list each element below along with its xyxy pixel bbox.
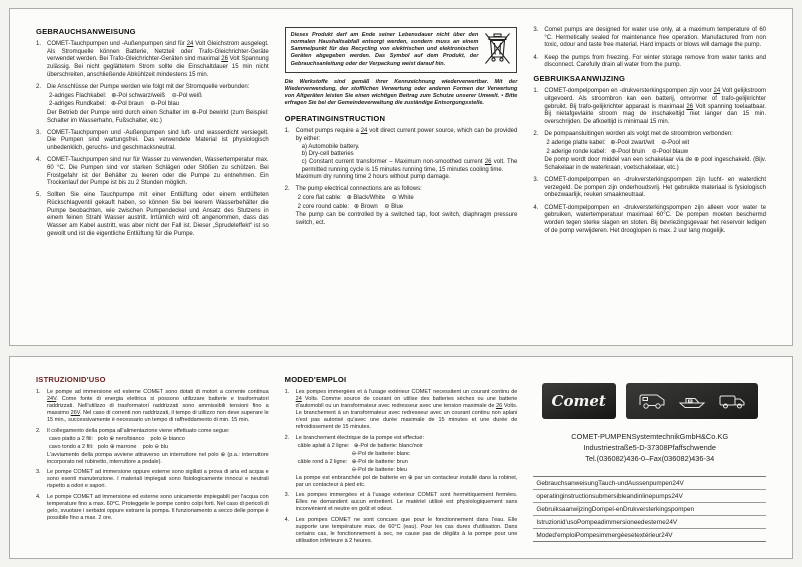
recycling-note: Die Werkstoffe sind gemäß ihrer Kennzeichnung wiederverwertbar. Mit der Wiederverwendung, der stofflichen Verwertung oder anderen Formen der Verwertung von Altgeräten leisten Sie einen wichtigen Beitrag zum Schutze unserer Umwelt. • Bitte erfragen Sie bei der Gemeindeverwaltung die zuständige Entsorgungsstelle.: [284, 78, 518, 107]
product-title-german: GebrauchsanweisungTauch-undAussenpumpen24V: [533, 477, 766, 490]
section-title-german: GEBRAUCHSANWEISUNG: [36, 27, 136, 36]
item-number: 1.: [284, 128, 290, 135]
cable-line: 2 aderige platte kabel: ⊕-Pool zwart/wit ⊖-Pool wit: [546, 139, 690, 146]
instruction-item: [533, 177, 766, 200]
instruction-item: [36, 41, 269, 79]
item-outro: Der Betrieb der Pumpe wird durch einen Schalter im ⊕-Pol bewirkt (zum Beispiel: Schalter im Wasserhahn, Fußschalter, etc.): [47, 109, 269, 124]
item-number: 2.: [36, 83, 42, 90]
weee-crossed-bin-icon: [484, 32, 511, 65]
instruction-item: [285, 186, 518, 227]
cable-line: ⊖-Pol de batterie: bleu: [351, 466, 408, 473]
comet-logo: [542, 383, 616, 419]
item-intro: Comet pumps require a 24 volt direct current power source, which can be provided by either:: [295, 128, 518, 142]
company-address: Industriestraße5-D-37308Pfaffschwende: [583, 443, 716, 452]
instruction-item: [533, 205, 766, 236]
item-text: Comet pumps are designed for water use only, at a maximum temperature of 60 °C. Hermetically sealed for maintenance free operation. Manufactured from non toxic, odour and taste free material. Hard impacts or blows will damage the pump.: [544, 27, 767, 49]
instruction-item: [533, 131, 766, 172]
item-number: 1.: [36, 389, 41, 395]
item-text: Les pompes immergées et à l'usage exterieur COMET sont hermétiquement fermées. Elles ne demandent aucun entretient. Le matériel utilisé est physiologiquement sans inconvénient et neutre en goût et odeur.: [295, 492, 518, 513]
item-number: 5.: [36, 192, 42, 199]
camper-icon: [638, 392, 666, 410]
item-text: Le pompe ad immersione ed esterne COMET sono dotati di motori a corrente continua 24V. Come fonte di energia elettrica si possono utilizzare batterie e trasformatori raddrizzati. Nell'utilizzo di trasformatori raddrizzati sono ammissibili tensioni fino a massimo 26V. Nel caso di correnti non raddrizzati, il tempo di utilizzo non deve superare le 15 min., successivamente è necessario un tempo di raffreddamento di min. 15 min.: [47, 389, 269, 424]
instruction-item: [285, 517, 518, 545]
item-number: 3.: [284, 492, 290, 499]
item-text: Le pompe COMET ad immersione ed esterne sono unicamente impiegabili per l'acqua con temperature fino a max. 60°C. Proteggete le pompe contro colpi forti. Nel caso di pericoli di gelo, svuotare i serbatoi oppure estrarre la pompa. Il funzionamento a secco delle pompe è possibile fino a max. 2 ore.: [47, 493, 269, 521]
item-number: 4.: [36, 157, 42, 164]
instruction-item: [36, 192, 269, 238]
cable-line: cavo piatto a 2 fili: polo ⊕ nero/bianco polo ⊖ bianco: [49, 435, 185, 442]
instruction-item: [36, 494, 269, 522]
product-pictograms: [626, 383, 758, 419]
item-intro: Le branchement électrique de la pompe est effectué:: [295, 434, 424, 441]
cable-line: ⊖-Pol de batterie: blanc: [351, 450, 410, 457]
instruction-item: [36, 389, 269, 424]
bottom-sheet: [9, 356, 793, 559]
instruction-item: [36, 469, 269, 490]
cable-line: 2 core flat cable: ⊕ Black/White ⊖ White: [297, 195, 414, 202]
list-item-b: b) Dry-cell batteries: [301, 151, 354, 158]
top-columns: [10, 9, 792, 345]
section-italian: [36, 375, 269, 550]
list-item-c: c) Constant current transformer – Maximum non-smoothed current 26 volt. The permitted running cycle is 15 minutes running time, 15 minutes cooling time.: [301, 158, 518, 173]
item-text: COMET-dompelpompen en -drukversterkingspompen zijn alleen voor water te gebruiken, watertemperatuur maximaal 60°C. De pompen moeten beschermd worden tegen sterke slagen en stoten. Bij bevriezingsgevaar het reservoir ledigen of de pomp verwijderen. Het drooglopen is max. 2 uur lang mogelijk.: [544, 204, 767, 234]
boat-icon: [678, 392, 706, 410]
instruction-item: [533, 27, 766, 50]
item-number: 3.: [533, 27, 539, 33]
product-title-dutch: GebruiksaanwijzingDompel-enDrukversterkingspompen: [533, 503, 766, 516]
item-outro: The pump can be controlled by a switched tap, foot switch, diaphragm pressure switch, ect.: [295, 212, 518, 227]
item-note: Maximum dry running time 2 hours without pump damage.: [295, 174, 451, 181]
section-title-french: MODED'EMPLOI: [284, 375, 347, 384]
item-number: 4.: [284, 517, 290, 523]
item-number: 4.: [533, 54, 539, 61]
instruction-item: [285, 389, 518, 431]
product-title-english: operatinginstructionsubmersibleandinlinepumps24V: [533, 490, 766, 503]
section-french: [285, 375, 518, 550]
item-number: 4.: [533, 204, 539, 211]
item-text: Les pompes COMET ne sont concues que pour le fonctionnement dans l'eau. Elle supporte une température max. de 60°C (eau). Pour les cas dures d'utilisation. Dans certains cas, le fonctionnement à sec, ne cause pas de dégâts à la pompe pour une utilisation inférieure à 2 heures.: [295, 517, 518, 545]
cable-line: câble rond à 2 ligne: ⊕-Pol de batterie: brun: [297, 458, 408, 465]
item-outro: De pomp wordt door middel van een schakelaar via de ⊕ pool ingeschakeld. (Bijv. Schakelaar in de waterkraan, voetschakelaar, etc.): [544, 157, 767, 171]
cable-line: câble aplati à 2 ligne: ⊕-Pol de batterie: blanc/noir: [297, 442, 423, 449]
item-intro: Il collegamento della pompa all'alimentazione viene effettuato come segue:: [47, 427, 230, 434]
cable-line: 2 aderige ronde kabel: ⊕-Pool bruin ⊖-Pool blauw: [546, 148, 689, 155]
item-number: 2.: [284, 434, 290, 441]
section-english: [285, 27, 518, 337]
item-number: 1.: [36, 41, 42, 47]
item-number: 1.: [533, 88, 539, 95]
item-number: 2.: [533, 131, 539, 138]
item-number: 3.: [36, 469, 41, 476]
item-text: [544, 131, 766, 172]
instruction-item: [36, 428, 269, 466]
item-text: COMET-Tauchpumpen und -Außenpumpen sind für 24 Volt Gleichstrom ausgelegt. Als Stromquelle können Batterie, Netzteil oder Trafo-Gleichrichter-Geräte verwendet werden. Bei Trafo-Gleichrichter-Geräten sind maximal 26 Volt Spannung zulässig. Bei nicht geglättetem Strom sollte die Einschaltdauer 15 min nicht überschreiten, anschließende Abkühlzeit mindestens 15 min.: [47, 41, 269, 78]
item-text: Le pompe COMET ad immersione oppure esterne sono sigillati a prova di aria ed acqua e sono esenti manutenzione. I materiali impiegati sono fisiologicamente innocui e neutrali rispetto a odori e sapori.: [47, 469, 269, 490]
instruction-item: [36, 84, 269, 125]
item-text: COMET-dompelpompen en -drukversterkingspompen zijn lucht- en waterdicht verzegeld. De pompen zijn onderhoudsvrij. Het gebruikte materiaal is fysiologisch onbezwaarlijk, reuken smaakneutraal.: [544, 177, 767, 199]
product-titles-box: [533, 476, 766, 542]
item-intro: Die Anschlüsse der Pumpe werden wie folgt mit der Stromquelle verbunden:: [47, 83, 250, 90]
item-text: COMET-Tauchpumpen und -Außenpumpen sind luft- und wasserdicht versiegelt. Die Pumpen sind wartungsfrei. Das verwendete Material ist physiologisch unbedenklich, geruchs- und geschmacksneutral.: [47, 129, 269, 152]
item-text: [47, 84, 269, 125]
item-text: [296, 128, 518, 182]
item-outro: La pompe est enbranchée pol de batterie en ⊕ par un contacteur installé dans la robinet, par un contacteur à pied etc.: [295, 474, 518, 488]
item-text: Sollten Sie eine Tauchpumpe mit einer Entlüftung oder einem entlüfteten Rückschlagventil gekauft haben, so können Sie bei leerem Wasserbehälter die Pumpe beobachten, wie zwischen Pumpendeckel und Ansatz des Stutzens in einem feinen Strahl Wasser austritt. Irrtümlich wird oft angenommen, dass das Wasser am Kabel austritt, was aber nicht der Fall ist. Dieser „Sprudeleffekt“ ist so gewollt und ist die eigentliche Entlüftung für die Pumpe.: [47, 192, 269, 237]
cable-line: 2-adriges Rundkabel: ⊕-Pol braun ⊖-Pol blau: [49, 101, 180, 108]
company-name: COMET-PUMPENSystemtechnikGmbH&Co.KG: [571, 432, 729, 441]
item-number: 3.: [533, 177, 539, 184]
item-number: 2.: [36, 427, 41, 434]
weee-notice-box: [285, 27, 518, 73]
instruction-item: [285, 435, 518, 489]
section-title-english: OPERATINGINSTRUCTION: [284, 114, 386, 124]
item-number: 4.: [36, 493, 41, 500]
section-english-continued-dutch: [533, 27, 766, 337]
cable-line: 2-adriges Flachkabel: ⊕-Pol schwarz/weiß ⊖-Pol weiß: [49, 92, 202, 99]
section-title-italian: ISTRUZIONID'USO: [36, 375, 106, 384]
instruction-item: [285, 492, 518, 513]
item-text: COMET-dompelpompen en -drukversterkingspompen zijn voor 24 Volt gelijkstroom uitgevoerd. Als stroombron kan een batterij, omvormer of trafo-gelijkrichter gebruikt. Bij trafo-gelijkrichter apparaat is maximaal 26 Volt spanning toelaatbaar. Bij nietafgevlakte stroom mag de inschakeltijd niet langer dan 15 min. overschrijden. De afkoeltijd is minimaal 15 min.: [544, 88, 767, 126]
item-number: 1.: [284, 389, 290, 395]
section-german: [36, 27, 269, 337]
section-title-dutch: GEBRUIKSAANWIJZING: [533, 74, 626, 84]
item-text: COMET-Tauchpumpen sind nur für Wasser zu verwenden, Wassertemperatur max. 60 °C. Die Pumpen sind vor starken Schlägen oder Stößen zu schützen. Bei Frostgefahr ist der Behälter zu leeren oder die Pumpe zu entnehmen. Ein Trockenlauf der Pumpe ist bis zu 2 Stunden möglich.: [47, 157, 269, 187]
instruction-item: [285, 128, 518, 182]
item-text: Les pompes immergées et à l'usage extérieur COMET necessitent un courant continu de 24 Volts. Comme source de courant on utilise des batteries sèches ou une batterie d'automobil ou un transformateur avec redresseur avec une tension maximale de 26 Volts. Le branchement à un transformateur avec redresseur avec un courant continu non aplani n'est pas autorisé qu'avec une durée maximale de 15 minutes et une durée de refroidissement de 15 minutes.: [295, 389, 518, 431]
instruction-item: [533, 88, 766, 126]
item-text: [47, 428, 269, 466]
item-outro: L'avviamento della pompa avviene attraverso un interruttore nel polo ⊕ (p.a.: interruttore incorporato nel rubinetto, interruttore a pedale).: [47, 451, 269, 465]
item-intro: De pompaansluitingen worden als volgt met de stroombron verbonden:: [544, 131, 733, 138]
item-text: Keep the pumps from freezing. For winter storage remove from water tanks and disconnect. Carefully drain all water from the pump.: [544, 54, 767, 69]
company-phone: Tel.(036082)436-0–Fax(036082)436-34: [585, 454, 715, 463]
truck-icon: [718, 392, 746, 410]
instruction-item: [36, 157, 269, 188]
comet-logo-text: Comet: [551, 392, 606, 410]
company-info: [533, 375, 766, 550]
item-number: 3.: [36, 129, 42, 136]
item-text: [296, 186, 518, 227]
logo-row: [542, 383, 758, 419]
instruction-item: [533, 55, 766, 70]
cable-line: 2 core round cable: ⊕ Brown ⊖ Blue: [297, 203, 404, 210]
top-sheet: [9, 8, 793, 346]
bottom-columns: [10, 357, 792, 558]
item-number: 2.: [284, 186, 290, 193]
instruction-item: [36, 130, 269, 153]
weee-notice-text: Dieses Produkt darf am Ende seiner Lebensdauer nicht über den normalen Haushaltsabfall entsorgt werden, sondern muss an einem Sammelpunkt für das Recycling von elektrischen und elektronischen Geräten abgegeben werden. Das Symbol auf dem Produkt, der Gebrauchsanleitung oder der Verpackung weist darauf hin.: [290, 32, 479, 67]
item-intro: The pump electrical connections are as follows:: [295, 186, 422, 193]
item-text: [296, 435, 518, 489]
product-title-italian: Istruzionid'usoPompeadimmersioneedesterne24V: [533, 516, 766, 529]
cable-line: cavo tondo a 2 fili: polo ⊕ marrone polo ⊖ blu: [49, 443, 168, 450]
list-item-a: a) Automobile battery.: [301, 143, 360, 150]
product-title-french: Moded'emploiPompesimmergéesetextérieur24V: [536, 531, 673, 539]
